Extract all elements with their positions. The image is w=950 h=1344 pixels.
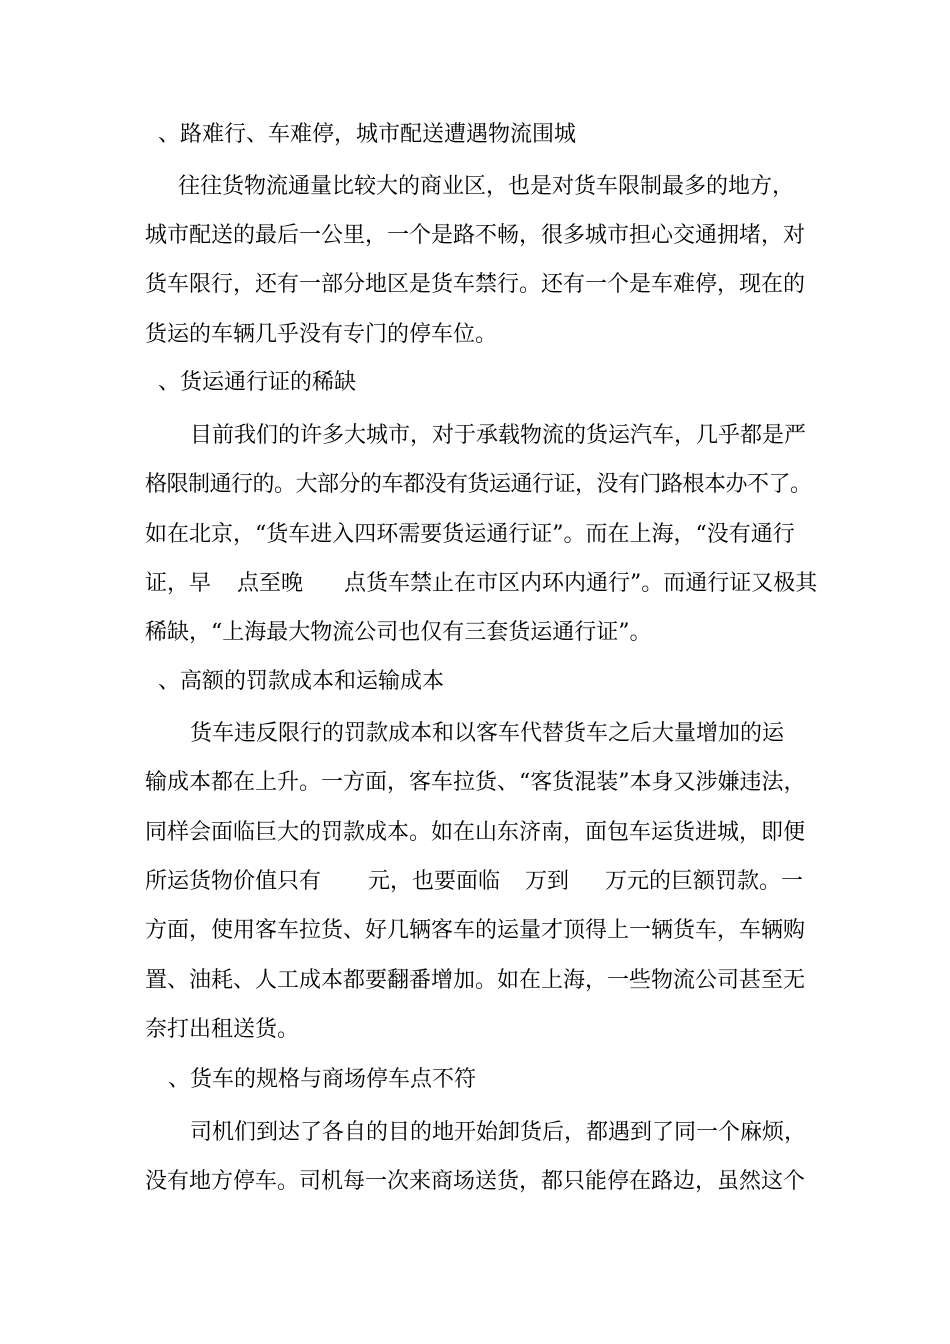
paragraph-line xyxy=(0,167,950,207)
paragraph-line xyxy=(0,911,950,951)
paragraph-line xyxy=(0,763,950,803)
paragraph-line xyxy=(0,862,950,902)
paragraph-text: 点货车禁止在市区内环内通行”。而通行证又极其 xyxy=(344,571,818,596)
paragraph-text: 点至晚 xyxy=(237,571,304,596)
section-heading xyxy=(0,363,950,403)
paragraph-line xyxy=(0,465,950,505)
section-heading xyxy=(0,1060,950,1100)
paragraph-text: 城市配送的最后一公里，一个是路不畅，很多城市担心交通拥堵，对 xyxy=(145,223,806,248)
paragraph-text: 货车违反限行的罚款成本和以客车代替货车之后大量增加的运 xyxy=(190,721,785,746)
paragraph-text: 货车限行，还有一部分地区是货车禁行。还有一个是车难停，现在的 xyxy=(145,272,806,297)
paragraph-text: 货运的车辆几乎没有专门的停车位。 xyxy=(145,322,498,347)
paragraph-line xyxy=(0,216,950,256)
paragraph-line xyxy=(0,961,950,1001)
paragraph-text: 置、油耗、人工成本都要翻番增加。如在上海，一些物流公司甚至无 xyxy=(145,968,806,993)
paragraph-text: 奈打出租送货。 xyxy=(145,1017,300,1042)
paragraph-line xyxy=(0,564,950,604)
paragraph-text: 万到 xyxy=(525,869,570,894)
paragraph-text: 司机们到达了各自的目的地开始卸货后，都遇到了同一个麻烦， xyxy=(190,1120,807,1145)
heading-text: 、货运通行证的稀缺 xyxy=(158,370,357,395)
paragraph-line xyxy=(0,1162,950,1202)
section-heading xyxy=(0,115,950,155)
paragraph-text: 格限制通行的。大部分的车都没有货运通行证，没有门路根本办不了。 xyxy=(145,472,812,497)
paragraph-line xyxy=(0,613,950,653)
paragraph-line xyxy=(0,714,950,754)
paragraph-line xyxy=(0,315,950,355)
paragraph-line xyxy=(0,813,950,853)
paragraph-line xyxy=(0,1113,950,1153)
paragraph-text: 证，早 xyxy=(145,571,212,596)
heading-text: 、路难行、车难停，城市配送遭遇物流围城 xyxy=(158,122,577,147)
paragraph-line xyxy=(0,1010,950,1050)
paragraph-text: 万元的巨额罚款。一 xyxy=(605,869,804,894)
paragraph-text: 输成本都在上升。一方面，客车拉货、“客货混装”本身又涉嫌违法， xyxy=(145,770,806,795)
heading-text: 、高额的罚款成本和运输成本 xyxy=(158,669,445,694)
paragraph-text: 往往货物流通量比较大的商业区，也是对货车限制最多的地方， xyxy=(178,174,795,199)
paragraph-text: 目前我们的许多大城市，对于承载物流的货运汽车，几乎都是严 xyxy=(190,423,807,448)
paragraph-line xyxy=(0,265,950,305)
paragraph-text: 所运货物价值只有 xyxy=(145,869,322,894)
section-heading xyxy=(0,662,950,702)
heading-text: 、货车的规格与商场停车点不符 xyxy=(168,1067,477,1092)
paragraph-text: 没有地方停车。司机每一次来商场送货，都只能停在路边，虽然这个 xyxy=(145,1169,806,1194)
paragraph-line xyxy=(0,515,950,555)
paragraph-text: 方面，使用客车拉货、好几辆客车的运量才顶得上一辆货车，车辆购 xyxy=(145,918,806,943)
paragraph-text: 稀缺，“上海最大物流公司也仅有三套货运通行证”。 xyxy=(145,620,652,645)
paragraph-line xyxy=(0,416,950,456)
paragraph-text: 如在北京，“货车进入四环需要货运通行证”。而在上海，“没有通行 xyxy=(145,522,795,547)
paragraph-text: 元，也要面临 xyxy=(368,869,501,894)
paragraph-text: 同样会面临巨大的罚款成本。如在山东济南，面包车运货进城，即便 xyxy=(145,820,806,845)
